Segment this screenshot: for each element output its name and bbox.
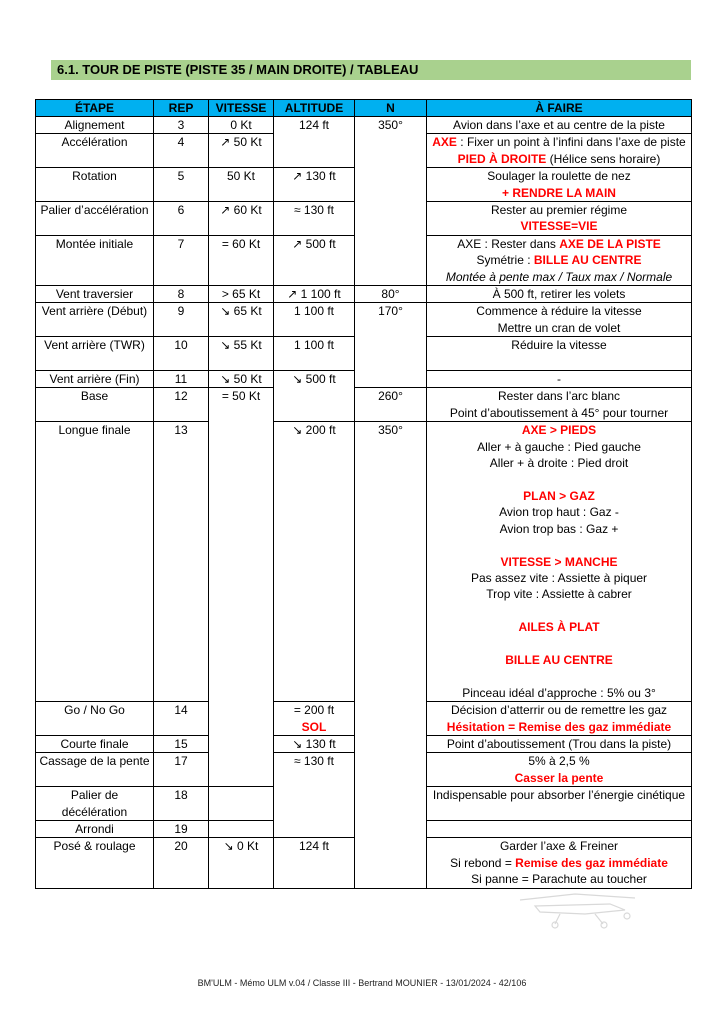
cell-vitesse: = 50 Kt xyxy=(209,388,274,422)
cell-a-faire xyxy=(427,235,692,285)
cell-rep: 17 xyxy=(154,753,209,787)
cell-etape: Accélération xyxy=(36,134,154,168)
cell-n-empty xyxy=(355,787,427,821)
cell-altitude: ↗ 1 100 ft xyxy=(274,286,355,303)
table-row xyxy=(36,753,692,787)
text: Rester dans l’arc blanc xyxy=(497,389,621,404)
header-altitude: ALTITUDE xyxy=(274,100,355,117)
cell-a-faire xyxy=(427,337,692,371)
cell-rep: 19 xyxy=(154,820,209,837)
text: Avion trop bas : Gaz + xyxy=(499,521,619,536)
cell-etape: Base xyxy=(36,388,154,422)
cell-n-empty xyxy=(355,702,427,736)
text-red: Hésitation = Remise des gaz immédiate xyxy=(446,719,672,734)
cell-altitude: 1 100 ft xyxy=(274,337,355,371)
text-red: Casser la pente xyxy=(514,770,604,785)
text: Réduire la vitesse xyxy=(511,338,607,353)
cell-rep: 15 xyxy=(154,735,209,752)
cell-etape: Longue finale xyxy=(36,422,154,702)
table-row xyxy=(36,787,692,821)
cell-a-faire xyxy=(427,422,692,702)
text: Aller + à droite : Pied droit xyxy=(489,456,629,471)
cell-rep: 13 xyxy=(154,422,209,702)
text: = 200 ft xyxy=(293,703,335,718)
cell-a-faire xyxy=(427,702,692,736)
table-row xyxy=(36,117,692,134)
cell-rep: 18 xyxy=(154,787,209,821)
cell-a-faire xyxy=(427,134,692,168)
table-row xyxy=(36,202,692,236)
cell-altitude: 1 100 ft xyxy=(274,303,355,337)
cell-n-empty xyxy=(355,735,427,752)
text-red: BILLE AU CENTRE xyxy=(533,253,642,268)
cell-altitude-empty xyxy=(274,787,355,821)
cell-altitude: ≈ 130 ft xyxy=(274,753,355,787)
cell-n-empty xyxy=(355,820,427,837)
header-vitesse: VITESSE xyxy=(209,100,274,117)
text: Pinceau idéal d’approche : 5% ou 3° xyxy=(462,685,656,700)
cell-vitesse-empty xyxy=(209,787,274,821)
text: Soulager la roulette de nez xyxy=(487,169,631,184)
header-etape: ÉTAPE xyxy=(36,100,154,117)
cell-rep: 9 xyxy=(154,303,209,337)
heading-ailes-a-plat: AILES À PLAT xyxy=(518,620,600,635)
header-n: N xyxy=(355,100,427,117)
table-row xyxy=(36,371,692,388)
cell-etape: Vent arrière (Début) xyxy=(36,303,154,337)
cell-vitesse: ↘ 50 Kt xyxy=(209,371,274,388)
text: Symétrie : xyxy=(476,253,534,268)
cell-vitesse: > 65 Kt xyxy=(209,286,274,303)
cell-a-faire: Avion dans l’axe et au centre de la piste xyxy=(427,117,692,134)
cell-a-faire xyxy=(427,388,692,422)
cell-rep: 8 xyxy=(154,286,209,303)
cell-n-empty xyxy=(355,337,427,371)
cell-a-faire: Indispensable pour absorber l’énergie cinétique xyxy=(427,787,692,821)
table-row xyxy=(36,702,692,736)
text: Si rebond = xyxy=(450,855,516,870)
cell-rep: 7 xyxy=(154,235,209,285)
cell-etape: Cassage de la pente xyxy=(36,753,154,787)
cell-n: 260° xyxy=(355,388,427,422)
cell-a-faire: À 500 ft, retirer les volets xyxy=(427,286,692,303)
heading-plan-gaz: PLAN > GAZ xyxy=(523,488,595,503)
table-row xyxy=(36,838,692,888)
cell-n: 350° xyxy=(355,422,427,702)
cell-rep: 5 xyxy=(154,168,209,202)
text: Point d’aboutissement à 45° pour tourner xyxy=(449,405,669,420)
cell-vitesse: 50 Kt xyxy=(209,168,274,202)
text: Commence à réduire la vitesse xyxy=(476,304,642,319)
cell-vitesse: ↗ 50 Kt xyxy=(209,134,274,168)
cell-etape: Vent arrière (TWR) xyxy=(36,337,154,371)
heading-bille-au-centre: BILLE AU CENTRE xyxy=(505,652,613,667)
cell-altitude: ↘ 500 ft xyxy=(274,371,355,388)
cell-vitesse: ↘ 55 Kt xyxy=(209,337,274,371)
cell-vitesse: ↘ 65 Kt xyxy=(209,303,274,337)
text: AXE : Rester dans xyxy=(457,236,560,251)
cell-vitesse-empty xyxy=(209,422,274,702)
cell-vitesse-empty xyxy=(209,753,274,787)
cell-vitesse: ↗ 60 Kt xyxy=(209,202,274,236)
table-row xyxy=(36,235,692,285)
text: Garder l’axe & Freiner xyxy=(499,839,619,854)
circuit-table xyxy=(35,99,692,889)
text: Pas assez vite : Assiette à piquer xyxy=(470,570,648,585)
text: : Fixer un point à l’infini dans l’axe de piste xyxy=(456,135,686,150)
cell-a-faire-empty xyxy=(427,820,692,837)
text-italic: Montée à pente max / Taux max / Normale xyxy=(445,269,673,284)
cell-etape: Vent traversier xyxy=(36,286,154,303)
table-row xyxy=(36,422,692,702)
cell-a-faire xyxy=(427,303,692,337)
cell-n-empty xyxy=(355,235,427,285)
cell-altitude: ≈ 130 ft xyxy=(274,202,355,236)
text-red: AXE DE LA PISTE xyxy=(559,236,661,251)
cell-vitesse-empty xyxy=(209,820,274,837)
cell-a-faire xyxy=(427,838,692,888)
cell-etape: Alignement xyxy=(36,117,154,134)
cell-etape: Posé & roulage xyxy=(36,838,154,888)
cell-vitesse-empty xyxy=(209,702,274,736)
text: Rester au premier régime xyxy=(490,203,628,218)
cell-rep: 14 xyxy=(154,702,209,736)
cell-rep: 11 xyxy=(154,371,209,388)
cell-etape: Montée initiale xyxy=(36,235,154,285)
cell-altitude: 124 ft xyxy=(274,838,355,888)
table-row xyxy=(36,388,692,422)
table-header-row xyxy=(36,100,692,117)
cell-altitude: ↘ 130 ft xyxy=(274,735,355,752)
cell-altitude-empty xyxy=(274,134,355,168)
cell-n: 80° xyxy=(355,286,427,303)
text: Si panne = Parachute au toucher xyxy=(471,872,647,887)
aircraft-watermark-icon xyxy=(515,888,645,930)
cell-etape: Palier de décélération xyxy=(36,787,154,821)
cell-rep: 10 xyxy=(154,337,209,371)
section-title: 6.1. TOUR DE PISTE (PISTE 35 / MAIN DROITE) / TABLEAU xyxy=(51,60,691,80)
cell-n-empty xyxy=(355,202,427,236)
cell-rep: 4 xyxy=(154,134,209,168)
cell-n-empty xyxy=(355,371,427,388)
text-red: Remise des gaz immédiate xyxy=(515,855,668,870)
text-red: VITESSE=VIE xyxy=(520,219,598,234)
cell-etape: Palier d’accélération xyxy=(36,202,154,236)
table-row xyxy=(36,820,692,837)
cell-a-faire: Point d’aboutissement (Trou dans la piste) xyxy=(427,735,692,752)
text-red: + RENDRE LA MAIN xyxy=(502,185,616,200)
cell-altitude-empty xyxy=(274,388,355,422)
cell-a-faire: - xyxy=(427,371,692,388)
cell-a-faire xyxy=(427,168,692,202)
cell-vitesse-empty xyxy=(209,735,274,752)
cell-altitude xyxy=(274,702,355,736)
text: Mettre un cran de volet xyxy=(497,320,621,335)
cell-rep: 12 xyxy=(154,388,209,422)
header-a-faire: À FAIRE xyxy=(427,100,692,117)
text: 5% à 2,5 % xyxy=(528,754,590,769)
cell-altitude: ↘ 200 ft xyxy=(274,422,355,702)
cell-etape: Go / No Go xyxy=(36,702,154,736)
cell-altitude: ↗ 500 ft xyxy=(274,235,355,285)
text: Aller + à gauche : Pied gauche xyxy=(477,439,641,454)
table-row xyxy=(36,337,692,371)
text-red: SOL xyxy=(301,719,327,734)
table-row xyxy=(36,286,692,303)
text-red: PIED À DROITE xyxy=(457,151,547,166)
heading-vitesse-manche: VITESSE > MANCHE xyxy=(500,554,618,569)
cell-etape: Vent arrière (Fin) xyxy=(36,371,154,388)
cell-n-empty xyxy=(355,838,427,888)
cell-rep: 20 xyxy=(154,838,209,888)
header-rep: REP xyxy=(154,100,209,117)
cell-altitude-empty xyxy=(274,820,355,837)
cell-etape: Arrondi xyxy=(36,820,154,837)
cell-vitesse: 0 Kt xyxy=(209,117,274,134)
cell-rep: 6 xyxy=(154,202,209,236)
table-row xyxy=(36,735,692,752)
cell-n-empty xyxy=(355,753,427,787)
text: Avion trop haut : Gaz - xyxy=(499,505,619,520)
heading-axe-pieds: AXE > PIEDS xyxy=(521,423,597,438)
cell-n: 170° xyxy=(355,303,427,337)
table-row xyxy=(36,168,692,202)
text: (Hélice sens horaire) xyxy=(546,151,661,166)
cell-altitude: ↗ 130 ft xyxy=(274,168,355,202)
cell-a-faire xyxy=(427,753,692,787)
cell-n-empty xyxy=(355,134,427,168)
cell-vitesse: ↘ 0 Kt xyxy=(209,838,274,888)
cell-etape: Rotation xyxy=(36,168,154,202)
text-red: AXE xyxy=(432,135,457,150)
cell-a-faire xyxy=(427,202,692,236)
table-row xyxy=(36,134,692,168)
table-row xyxy=(36,303,692,337)
cell-vitesse: = 60 Kt xyxy=(209,235,274,285)
text: Décision d’atterrir ou de remettre les gaz xyxy=(450,703,668,718)
cell-n-empty xyxy=(355,168,427,202)
cell-rep: 3 xyxy=(154,117,209,134)
text: Trop vite : Assiette à cabrer xyxy=(486,587,632,602)
cell-etape: Courte finale xyxy=(36,735,154,752)
cell-n: 350° xyxy=(355,117,427,134)
page-footer: BM'ULM - Mémo ULM v.04 / Classe III - Bertrand MOUNIER - 13/01/2024 - 42/106 xyxy=(197,978,527,988)
cell-altitude: 124 ft xyxy=(274,117,355,134)
